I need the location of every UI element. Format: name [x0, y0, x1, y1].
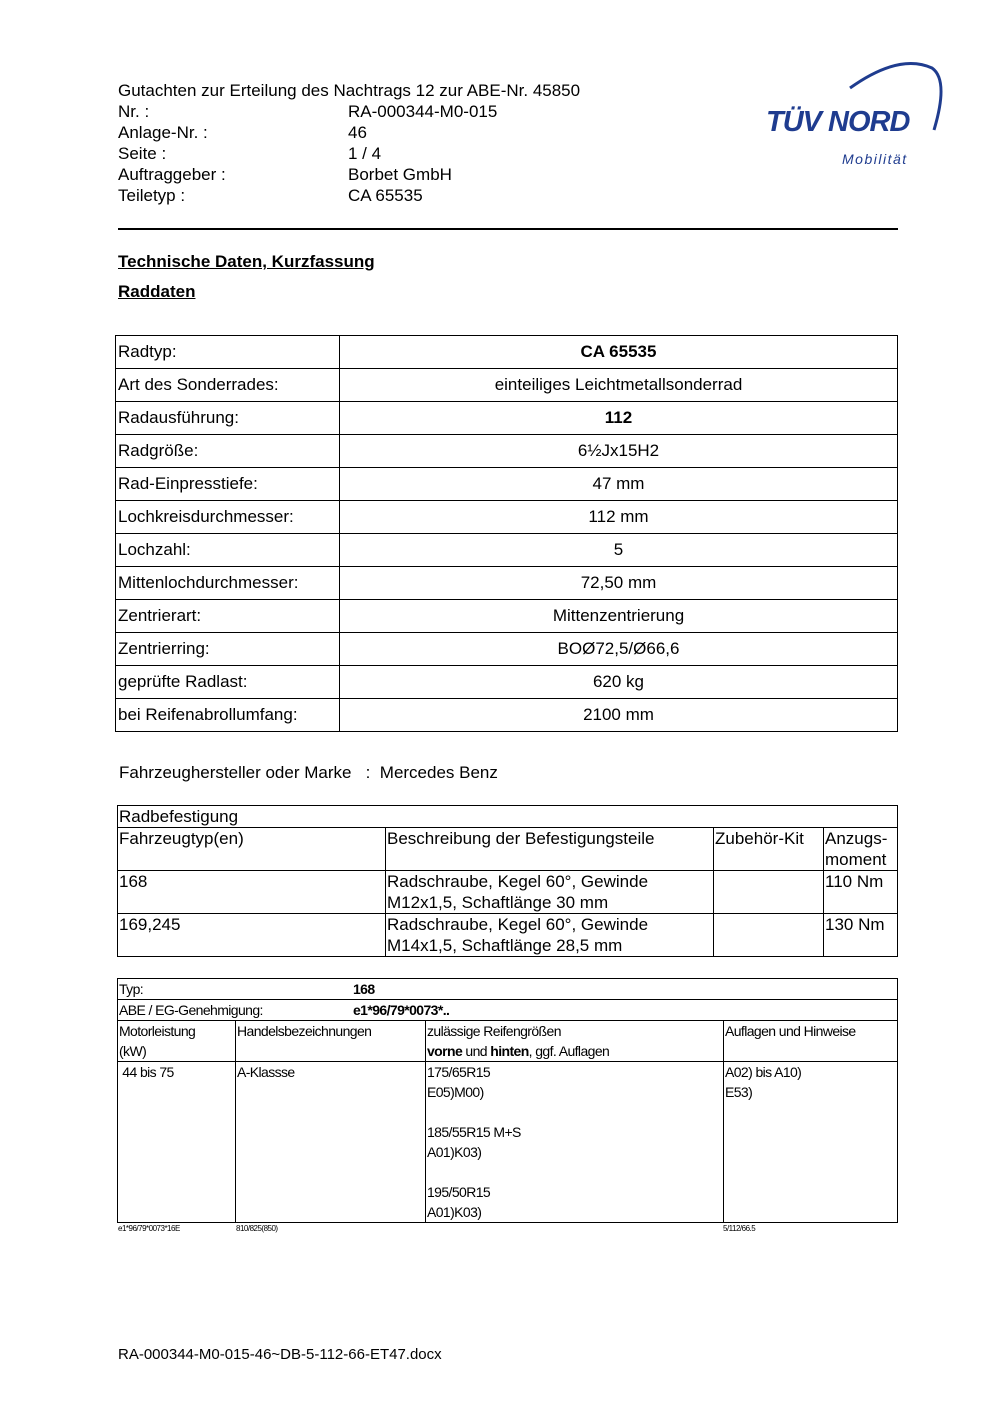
header-torque-line2: moment: [825, 850, 887, 869]
row-label: Radtyp:: [116, 336, 340, 369]
description-line: Radschraube, Kegel 60°, Gewinde: [387, 915, 649, 934]
tire-line: [427, 1162, 722, 1182]
table-row: [118, 806, 898, 828]
table-row: [116, 534, 898, 567]
table-row: [116, 567, 898, 600]
type-approval-table: [117, 978, 898, 1223]
table-row: [116, 666, 898, 699]
header-row-seite: [118, 143, 580, 164]
row-value: CA 65535: [340, 336, 898, 369]
cell-torque: 130 Nm: [824, 914, 898, 957]
table-header-row: [118, 1021, 898, 1062]
tire-line: 185/55R15 M+S: [427, 1124, 521, 1140]
note-line: E53): [725, 1084, 753, 1100]
header-value: CA 65535: [348, 186, 423, 205]
row-value: einteiliges Leichtmetallsonderrad: [340, 369, 898, 402]
header-tires-und: und: [462, 1043, 491, 1059]
header-trade-names: Handelsbezeichnungen: [236, 1021, 426, 1062]
row-value: 72,50 mm: [340, 567, 898, 600]
manufacturer-line: Fahrzeughersteller oder Marke : Mercedes Benz: [119, 763, 498, 782]
type-cell: [118, 979, 898, 1000]
tire-line: [427, 1102, 722, 1122]
wheel-mounting-table: [117, 805, 898, 957]
type-value: 168: [353, 981, 375, 997]
header-label: Seite :: [118, 144, 167, 163]
table-row: [116, 369, 898, 402]
header-row-teiletyp: [118, 185, 580, 206]
cell-vehicle-type: 169,245: [118, 914, 386, 957]
header-value: 46: [348, 123, 367, 142]
cell-vehicle-type: 168: [118, 871, 386, 914]
header-tires-tail: , ggf. Auflagen: [528, 1043, 610, 1059]
row-label: Radgröße:: [116, 435, 340, 468]
table-row: [116, 336, 898, 369]
subsection-title: Raddaten: [118, 282, 196, 301]
document-header: [118, 80, 580, 206]
header-value: 1 / 4: [348, 144, 382, 163]
logo-brand: TÜV NORD: [766, 106, 910, 138]
header-description: Beschreibung der Befestigungsteile: [386, 828, 714, 871]
approval-value: e1*96/79*0073*..: [353, 1002, 450, 1018]
tire-line: A01)K03): [427, 1144, 482, 1160]
footnote-approval-code: e1*96/79*0073*16E: [118, 1224, 180, 1233]
tuv-nord-logo: [764, 58, 944, 168]
tire-line: 195/50R15: [427, 1184, 491, 1200]
description-line: Radschraube, Kegel 60°, Gewinde: [387, 872, 649, 891]
wheel-data-table: [115, 335, 898, 732]
cell-description: [386, 914, 714, 957]
row-label: Zentrierart:: [116, 600, 340, 633]
table-row: [116, 699, 898, 732]
table-row: [118, 979, 898, 1000]
table-row: [116, 600, 898, 633]
header-power-line1: Motorleistung: [119, 1023, 196, 1039]
description-line: M14x1,5, Schaftlänge 28,5 mm: [387, 936, 623, 955]
header-divider: [118, 228, 898, 230]
tire-line: 175/65R15: [427, 1064, 491, 1080]
header-notes: Auflagen und Hinweise: [724, 1021, 898, 1062]
header-row-nr: [118, 101, 580, 122]
header-row-anlage: [118, 122, 580, 143]
header-tires-rear: hinten: [490, 1043, 529, 1059]
cell-tire-sizes: [426, 1062, 724, 1223]
row-value: 5: [340, 534, 898, 567]
header-label: Auftraggeber :: [118, 165, 226, 184]
row-label: Rad-Einpresstiefe:: [116, 468, 340, 501]
row-label: Art des Sonderrades:: [116, 369, 340, 402]
table-row: [116, 402, 898, 435]
table-row: [118, 1062, 898, 1223]
header-tires-front: vorne: [427, 1043, 463, 1059]
footnote-bolt-pattern: 5/112/66.5: [723, 1224, 756, 1233]
row-value: 2100 mm: [340, 699, 898, 732]
section-title: Technische Daten, Kurzfassung: [118, 252, 375, 271]
header-tire-sizes: [426, 1021, 724, 1062]
header-accessory-kit: Zubehör-Kit: [714, 828, 824, 871]
cell-description: [386, 871, 714, 914]
header-torque: [824, 828, 898, 871]
row-label: bei Reifenabrollumfang:: [116, 699, 340, 732]
header-label: Anlage-Nr. :: [118, 123, 208, 142]
table-row: [118, 1000, 898, 1021]
header-torque-line1: Anzugs-: [825, 829, 888, 848]
document-filename: RA-000344-M0-015-46~DB-5-112-66-ET47.docx: [118, 1346, 442, 1363]
row-value: BOØ72,5/Ø66,6: [340, 633, 898, 666]
row-label: Lochkreisdurchmesser:: [116, 501, 340, 534]
approval-cell: [118, 1000, 898, 1021]
row-value: Mittenzentrierung: [340, 600, 898, 633]
header-vehicle-type: Fahrzeugtyp(en): [118, 828, 386, 871]
header-tires-line1: zulässige Reifengrößen: [427, 1023, 561, 1039]
cell-trade-name: A-Klassse: [236, 1062, 426, 1223]
row-value: 112: [340, 402, 898, 435]
row-value: 620 kg: [340, 666, 898, 699]
logo-subtitle: Mobilität: [842, 151, 908, 167]
tire-line: A01)K03): [427, 1204, 482, 1220]
header-value: RA-000344-M0-015: [348, 102, 498, 121]
header-power: [118, 1021, 236, 1062]
table-row: [116, 501, 898, 534]
table-header-row: [118, 828, 898, 871]
cell-accessory-kit: [714, 914, 824, 957]
approval-label: ABE / EG-Genehmigung:: [119, 1002, 263, 1018]
header-power-line2: (kW): [119, 1043, 147, 1059]
table-row: [116, 468, 898, 501]
header-row-auftraggeber: [118, 164, 580, 185]
mounting-title: Radbefestigung: [118, 806, 898, 828]
header-label: Teiletyp :: [118, 186, 186, 205]
row-value: 6½Jx15H2: [340, 435, 898, 468]
cell-torque: 110 Nm: [824, 871, 898, 914]
cell-power: 44 bis 75: [118, 1062, 236, 1223]
description-line: M12x1,5, Schaftlänge 30 mm: [387, 893, 609, 912]
cell-accessory-kit: [714, 871, 824, 914]
row-label: Zentrierring:: [116, 633, 340, 666]
table-row: [118, 914, 898, 957]
tire-line: E05)M00): [427, 1084, 484, 1100]
type-label: Typ:: [119, 981, 144, 997]
row-label: geprüfte Radlast:: [116, 666, 340, 699]
row-label: Radausführung:: [116, 402, 340, 435]
table-row: [118, 871, 898, 914]
row-label: Lochzahl:: [116, 534, 340, 567]
header-value: Borbet GmbH: [348, 165, 452, 184]
row-label: Mittenlochdurchmesser:: [116, 567, 340, 600]
table-row: [116, 435, 898, 468]
cell-notes: [724, 1062, 898, 1223]
header-label: Nr. :: [118, 102, 150, 121]
row-value: 112 mm: [340, 501, 898, 534]
table-row: [116, 633, 898, 666]
note-line: A02) bis A10): [725, 1064, 802, 1080]
footnote-codes: 810/825(850): [236, 1224, 278, 1233]
header-title: Gutachten zur Erteilung des Nachtrags 12 zur ABE-Nr. 45850: [118, 81, 581, 100]
row-value: 47 mm: [340, 468, 898, 501]
